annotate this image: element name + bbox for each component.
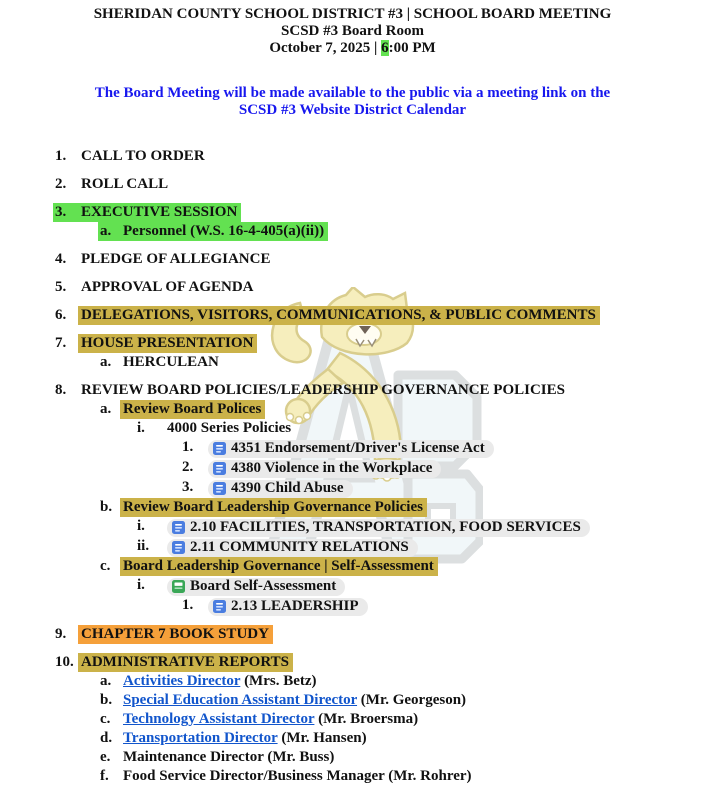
item-text: (Mr. Hansen) — [277, 730, 367, 746]
agenda-item-8a — [0, 400, 705, 419]
sheet-chip[interactable] — [167, 578, 345, 596]
agenda-item-1 — [0, 147, 705, 166]
agenda-item-10d — [0, 729, 705, 748]
chip-label: 2.11 COMMUNITY RELATIONS — [190, 539, 409, 555]
item-marker: ii. — [137, 538, 150, 554]
item-marker: d. — [100, 730, 113, 746]
item-marker: b. — [100, 499, 113, 515]
chip-label: Board Self-Assessment — [190, 578, 337, 594]
item-marker: f. — [100, 768, 109, 784]
item-marker: i. — [137, 420, 145, 436]
item-marker: 9. — [55, 626, 67, 642]
document-chip[interactable] — [167, 539, 418, 557]
document-chip[interactable] — [208, 598, 368, 616]
agenda-item-7a — [0, 353, 705, 372]
agenda-item-10b — [0, 691, 705, 710]
item-text: HOUSE PRESENTATION — [78, 334, 257, 353]
item-marker: 2. — [182, 459, 194, 475]
item-text: Board Leadership Governance | Self-Assessment — [120, 557, 438, 576]
document-chip[interactable] — [208, 480, 353, 498]
item-text: (Mrs. Betz) — [240, 673, 317, 689]
meeting-time: :00 PM — [388, 40, 436, 56]
document-icon — [213, 442, 226, 455]
agenda-item-8b-i — [0, 517, 705, 537]
item-marker: 3. — [55, 203, 81, 222]
report-link[interactable]: Activities Director — [123, 673, 241, 689]
item-text: EXECUTIVE SESSION — [81, 204, 238, 220]
item-text: REVIEW BOARD POLICIES/LEADERSHIP GOVERNANCE POLICIES — [81, 382, 565, 398]
chip-label: 4351 Endorsement/Driver's License Act — [231, 440, 485, 456]
item-marker: 6. — [55, 307, 67, 323]
item-text: PLEDGE OF ALLEGIANCE — [81, 251, 271, 267]
item-text: (Mr. Broersma) — [314, 711, 419, 727]
agenda-item-10c — [0, 710, 705, 729]
agenda-item-8a-i-2 — [0, 458, 705, 478]
chip-label: 4380 Violence in the Workplace — [231, 460, 433, 476]
chip-label: 4390 Child Abuse — [231, 480, 344, 496]
agenda-item-10 — [0, 653, 705, 672]
report-link[interactable]: Special Education Assistant Director — [123, 692, 358, 708]
item-marker: 3. — [182, 479, 194, 495]
item-marker: 8. — [55, 382, 67, 398]
item-text: Food Service Director/Business Manager (Mr. Rohrer) — [123, 768, 472, 784]
spreadsheet-icon — [172, 580, 185, 593]
meeting-title: SHERIDAN COUNTY SCHOOL DISTRICT #3 | SCHOOL BOARD MEETING — [93, 6, 612, 22]
report-link[interactable]: Transportation Director — [123, 730, 278, 746]
item-marker: 2. — [55, 176, 67, 192]
item-text: Review Board Polices — [120, 400, 265, 419]
meeting-location: SCSD #3 Board Room — [281, 23, 424, 39]
agenda-item-10f — [0, 767, 705, 786]
item-text: Personnel (W.S. 16-4-405(a)(ii)) — [123, 223, 325, 239]
notice-line-1: The Board Meeting will be made available to the public via a meeting link on the — [94, 85, 611, 101]
agenda-item-6 — [0, 306, 705, 325]
agenda-item-8b-ii — [0, 537, 705, 557]
item-marker: a. — [100, 354, 112, 370]
document-header — [0, 6, 705, 57]
document-chip[interactable] — [167, 519, 590, 537]
agenda-item-8 — [0, 381, 705, 400]
chip-label: 2.10 FACILITIES, TRANSPORTATION, FOOD SERVICES — [190, 519, 581, 535]
agenda-item-7 — [0, 334, 705, 353]
public-access-notice — [0, 85, 705, 119]
item-marker: 10. — [55, 654, 74, 670]
item-marker: b. — [100, 692, 113, 708]
item-marker: e. — [100, 749, 111, 765]
agenda-item-3 — [0, 203, 705, 222]
document-chip[interactable] — [208, 440, 494, 458]
meeting-time-highlight: 6 — [381, 40, 389, 56]
highlight-band — [53, 203, 241, 222]
agenda-item-10e — [0, 748, 705, 767]
item-marker: a. — [100, 401, 112, 417]
item-text: CALL TO ORDER — [81, 148, 205, 164]
agenda-item-8a-i-3 — [0, 478, 705, 498]
item-text: DELEGATIONS, VISITORS, COMMUNICATIONS, & PUBLIC COMMENTS — [78, 306, 600, 325]
item-marker: 7. — [55, 335, 67, 351]
document-icon — [213, 462, 226, 475]
item-text: ROLL CALL — [81, 176, 169, 192]
item-marker: 5. — [55, 279, 67, 295]
chip-label: 2.13 LEADERSHIP — [231, 598, 359, 614]
agenda-item-5 — [0, 278, 705, 297]
item-text: CHAPTER 7 BOOK STUDY — [78, 625, 273, 644]
item-text: 4000 Series Policies — [167, 420, 292, 436]
item-marker: a. — [100, 222, 123, 241]
document-chip[interactable] — [208, 460, 441, 478]
item-text: APPROVAL OF AGENDA — [81, 279, 254, 295]
document-icon — [172, 541, 185, 554]
agenda-item-3a — [0, 222, 705, 241]
item-marker: c. — [100, 558, 111, 574]
notice-line-2: SCSD #3 Website District Calendar — [238, 102, 467, 118]
agenda-item-8b — [0, 498, 705, 517]
agenda-item-9 — [0, 625, 705, 644]
agenda-item-8c-i — [0, 576, 705, 596]
item-marker: 4. — [55, 251, 67, 267]
item-text: Maintenance Director (Mr. Buss) — [123, 749, 335, 765]
item-text: ADMINISTRATIVE REPORTS — [78, 653, 293, 672]
item-marker: 1. — [55, 148, 67, 164]
agenda-item-8a-i-1 — [0, 438, 705, 458]
item-marker: 1. — [182, 439, 194, 455]
item-marker: c. — [100, 711, 111, 727]
agenda-item-8a-i — [0, 419, 705, 438]
report-link[interactable]: Technology Assistant Director — [123, 711, 315, 727]
item-marker: i. — [137, 577, 145, 593]
item-marker: i. — [137, 518, 145, 534]
document-icon — [213, 482, 226, 495]
item-text: HERCULEAN — [123, 354, 219, 370]
document-icon — [172, 521, 185, 534]
meeting-datetime — [0, 40, 705, 57]
document-icon — [213, 600, 226, 613]
agenda-item-10a — [0, 672, 705, 691]
agenda-list — [0, 147, 705, 786]
agenda-item-8c-i-1 — [0, 596, 705, 616]
agenda-item-4 — [0, 250, 705, 269]
highlight-band — [98, 222, 328, 241]
item-text: Review Board Leadership Governance Policies — [120, 498, 427, 517]
item-text: (Mr. Georgeson) — [357, 692, 467, 708]
agenda-item-8c — [0, 557, 705, 576]
meeting-date: October 7, 2025 | — [269, 40, 382, 56]
item-marker: 1. — [182, 597, 194, 613]
agenda-item-2 — [0, 175, 705, 194]
item-marker: a. — [100, 673, 112, 689]
